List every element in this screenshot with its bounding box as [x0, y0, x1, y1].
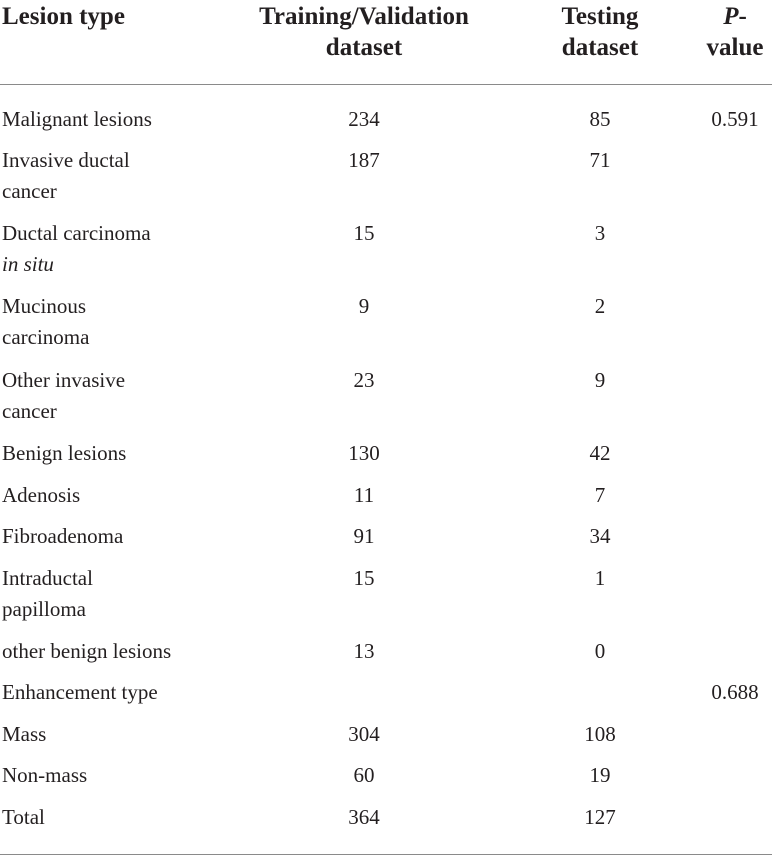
cell-training: 234: [348, 107, 380, 131]
lesion-line1: Mass: [2, 722, 47, 746]
cell-testing: 42: [589, 441, 611, 465]
cell-training: 9: [358, 294, 370, 318]
lesion-line1: Mucinous: [2, 294, 86, 318]
lesion-line1: Non-mass: [2, 763, 88, 787]
lesion-line2: papilloma: [2, 597, 86, 621]
cell-lesion-type: [2, 145, 202, 207]
lesion-line1: Enhancement type: [2, 680, 158, 704]
cell-training: 364: [348, 805, 380, 829]
header-lesion-type: [2, 1, 125, 32]
cell-testing: 34: [589, 524, 611, 548]
cell-training: 304: [348, 722, 380, 746]
cell-training: 60: [353, 763, 375, 787]
cell-lesion-type: [2, 480, 202, 511]
cell-testing: 108: [584, 722, 616, 746]
header-lesion-type-label: Lesion type: [2, 3, 125, 30]
header-p-line2: value: [706, 34, 764, 61]
cell-testing: 19: [589, 763, 611, 787]
cell-training: 11: [353, 483, 375, 507]
cell-testing: 1: [594, 566, 606, 590]
lesion-line1: Invasive ductal: [2, 148, 130, 172]
cell-training: 130: [348, 441, 380, 465]
lesion-line2: cancer: [2, 179, 57, 203]
header-p-suffix: -: [738, 3, 747, 30]
cell-lesion-type: [2, 636, 202, 667]
table-header: [0, 0, 772, 100]
cell-testing: 7: [594, 483, 606, 507]
header-testing-line1: Testing: [561, 3, 639, 30]
cell-testing: 3: [594, 221, 606, 245]
cell-lesion-type: [2, 677, 202, 708]
cell-testing: 85: [589, 107, 611, 131]
cell-training: 13: [353, 639, 375, 663]
lesion-line1: other benign lesions: [2, 639, 172, 663]
cell-testing: 71: [589, 148, 611, 172]
header-divider: [0, 84, 772, 85]
header-training-line2: dataset: [325, 34, 403, 61]
cell-testing: 127: [584, 805, 616, 829]
cell-training: 15: [353, 566, 375, 590]
cell-lesion-type: [2, 365, 202, 427]
cell-training: 91: [353, 524, 375, 548]
cell-training: 187: [348, 148, 380, 172]
cell-lesion-type: [2, 719, 202, 750]
cell-testing: 2: [594, 294, 606, 318]
lesion-line2-italic: in situ: [2, 252, 54, 276]
table-bottom-divider: [0, 854, 772, 855]
lesion-line1: Ductal carcinoma: [2, 221, 151, 245]
cell-lesion-type: [2, 218, 202, 280]
lesion-line1: Malignant lesions: [2, 107, 152, 131]
cell-p-value: 0.688: [711, 680, 759, 704]
lesion-line2: carcinoma: [2, 325, 90, 349]
header-testing: [540, 1, 660, 63]
cell-testing: 9: [594, 368, 606, 392]
cell-lesion-type: [2, 521, 202, 552]
header-testing-line2: dataset: [561, 34, 639, 61]
lesion-line1: Benign lesions: [2, 441, 127, 465]
cell-training: 15: [353, 221, 375, 245]
lesion-line2: cancer: [2, 399, 57, 423]
header-p-line1: [700, 1, 770, 32]
lesion-line1: Fibroadenoma: [2, 524, 124, 548]
header-p-italic: P: [723, 3, 739, 30]
lesion-line1: Adenosis: [2, 483, 81, 507]
cell-lesion-type: [2, 438, 202, 469]
lesion-line1: Other invasive: [2, 368, 126, 392]
header-training-validation: [234, 1, 494, 63]
lesion-line1: Total: [2, 805, 45, 829]
cell-lesion-type: [2, 104, 202, 135]
header-training-line1: Training/Validation: [259, 3, 469, 30]
header-p-value: [700, 1, 770, 63]
cell-lesion-type: [2, 760, 202, 791]
cell-lesion-type: [2, 291, 202, 353]
cell-testing: 0: [594, 639, 606, 663]
cell-lesion-type: [2, 802, 202, 833]
cell-lesion-type: [2, 563, 202, 625]
lesion-line1: Intraductal: [2, 566, 93, 590]
cell-training: 23: [353, 368, 375, 392]
cell-p-value: 0.591: [711, 107, 759, 131]
